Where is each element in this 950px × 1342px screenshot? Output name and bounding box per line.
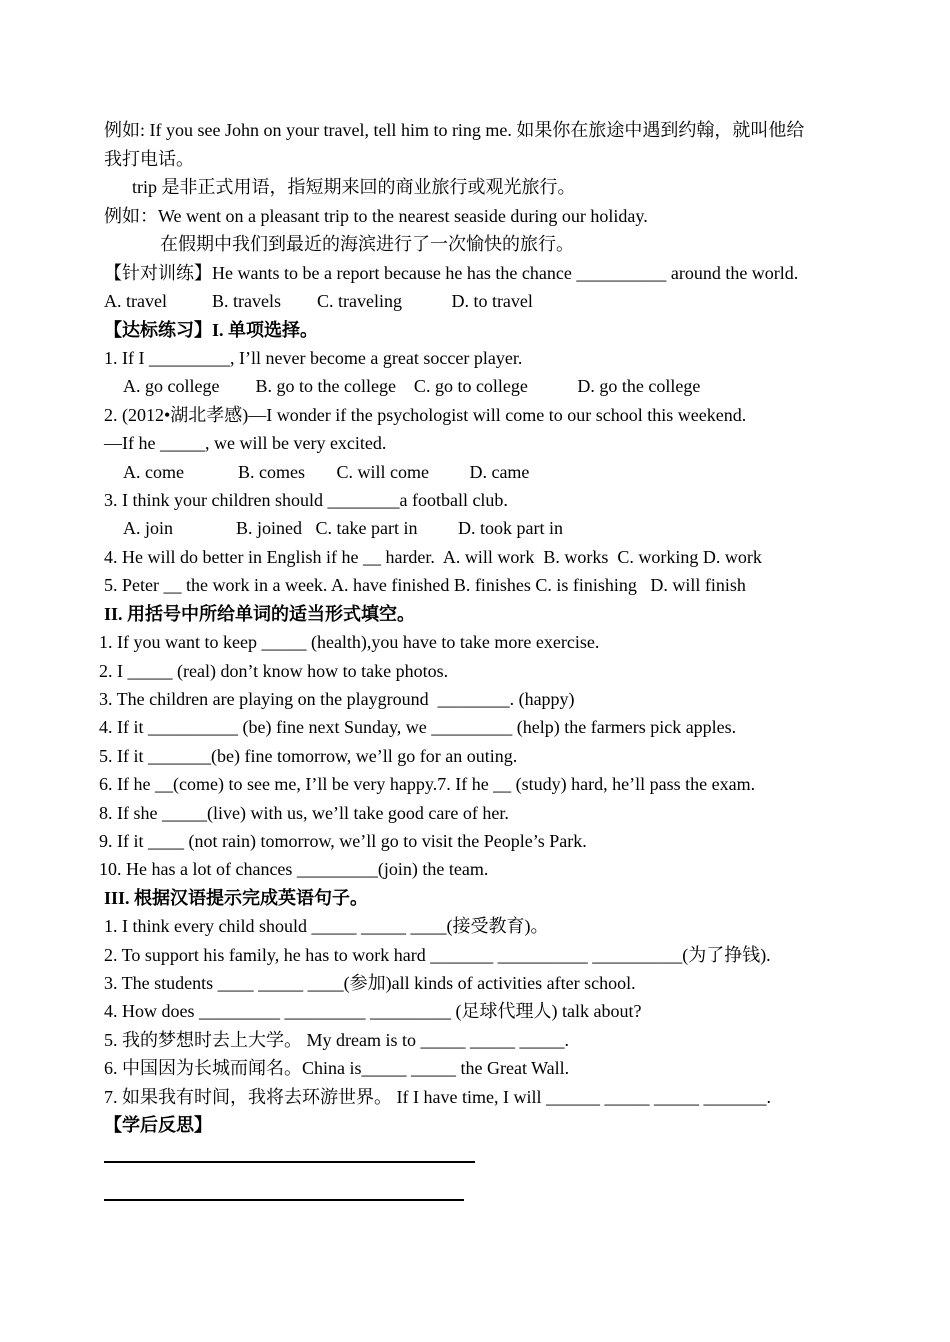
question-2-1: 1. If you want to keep _____ (health),you have to take more exercise. bbox=[99, 632, 600, 652]
question-2-5: 5. If it _______(be) fine tomorrow, we’ll go for an outing. bbox=[99, 746, 518, 766]
question-3-5: 5. 我的梦想时去上大学。 My dream is to _____ _____ _____. bbox=[104, 1030, 569, 1050]
question-3-7: 7. 如果我有时间，我将去环游世界。 If I have time, I will ______ _____ _____ _______. bbox=[104, 1087, 771, 1107]
question-1-1: 1. If I _________, I’ll never become a great soccer player. bbox=[104, 348, 523, 368]
question-1-2-options: A. come B. comes C. will come D. came bbox=[123, 462, 530, 482]
question-2-9: 9. If it ____ (not rain) tomorrow, we’ll go to visit the People’s Park. bbox=[99, 831, 587, 851]
example-translation-2: 在假期中我们到最近的海滨进行了一次愉快的旅行。 bbox=[160, 234, 574, 254]
question-2-10: 10. He has a lot of chances _________(join) the team. bbox=[99, 859, 489, 879]
section-heading-fill-in: II. 用括号中所给单词的适当形式填空。 bbox=[104, 604, 416, 624]
targeted-practice-question: 【针对训练】He wants to be a report because he has the chance __________ around the world. bbox=[104, 263, 799, 283]
question-2-3: 3. The children are playing on the playground ________. (happy) bbox=[99, 689, 575, 709]
question-3-4: 4. How does _________ _________ _________ (足球代理人) talk about? bbox=[104, 1001, 642, 1021]
question-1-2: 2. (2012•湖北孝感)—I wonder if the psychologist will come to our school this weekend. bbox=[104, 405, 747, 425]
question-3-1: 1. I think every child should _____ _____ ____(接受教育)。 bbox=[104, 916, 549, 936]
question-1-5: 5. Peter __ the work in a week. A. have finished B. finishes C. is finishing D. will finish bbox=[104, 575, 746, 595]
question-2-4: 4. If it __________ (be) fine next Sunday, we _________ (help) the farmers pick apples. bbox=[99, 717, 737, 737]
section-heading-single-choice: 【达标练习】I. 单项选择。 bbox=[104, 320, 319, 340]
question-1-4: 4. He will do better in English if he __ harder. A. will work B. works C. working D. work bbox=[104, 547, 762, 567]
question-3-2: 2. To support his family, he has to work hard _______ __________ __________(为了挣钱). bbox=[104, 945, 771, 965]
question-1-3: 3. I think your children should ________a football club. bbox=[104, 490, 508, 510]
question-2-2: 2. I _____ (real) don’t know how to take photos. bbox=[99, 661, 449, 681]
example-sentence-1: 例如: If you see John on your travel, tell him to ring me. 如果你在旅途中遇到约翰，就叫他给 bbox=[104, 120, 805, 140]
question-1-1-options: A. go college B. go to the college C. go to college D. go the college bbox=[123, 376, 701, 396]
example-sentence-2: 例如：We went on a pleasant trip to the nearest seaside during our holiday. bbox=[104, 206, 648, 226]
question-1-2-response: —If he _____, we will be very excited. bbox=[104, 433, 387, 453]
question-2-6-7: 6. If he __(come) to see me, I’ll be very happy.7. If he __ (study) hard, he’ll pass the exam. bbox=[99, 774, 756, 794]
question-3-6: 6. 中国因为长城而闻名。China is_____ _____ the Great Wall. bbox=[104, 1058, 570, 1078]
section-heading-reflection: 【学后反思】 bbox=[104, 1115, 212, 1135]
example-translation-1: 我打电话。 bbox=[104, 149, 194, 169]
targeted-practice-options: A. travel B. travels C. traveling D. to travel bbox=[104, 291, 533, 311]
question-3-3: 3. The students ____ _____ ____(参加)all kinds of activities after school. bbox=[104, 973, 636, 993]
section-heading-translation: III. 根据汉语提示完成英语句子。 bbox=[104, 888, 369, 908]
question-2-8: 8. If she _____(live) with us, we’ll take good care of her. bbox=[99, 803, 509, 823]
question-1-3-options: A. join B. joined C. take part in D. took part in bbox=[123, 518, 563, 538]
reflection-writing-line-1 bbox=[104, 1161, 475, 1163]
reflection-writing-line-2 bbox=[104, 1199, 464, 1201]
trip-explanation: trip 是非正式用语，指短期来回的商业旅行或观光旅行。 bbox=[132, 177, 576, 197]
